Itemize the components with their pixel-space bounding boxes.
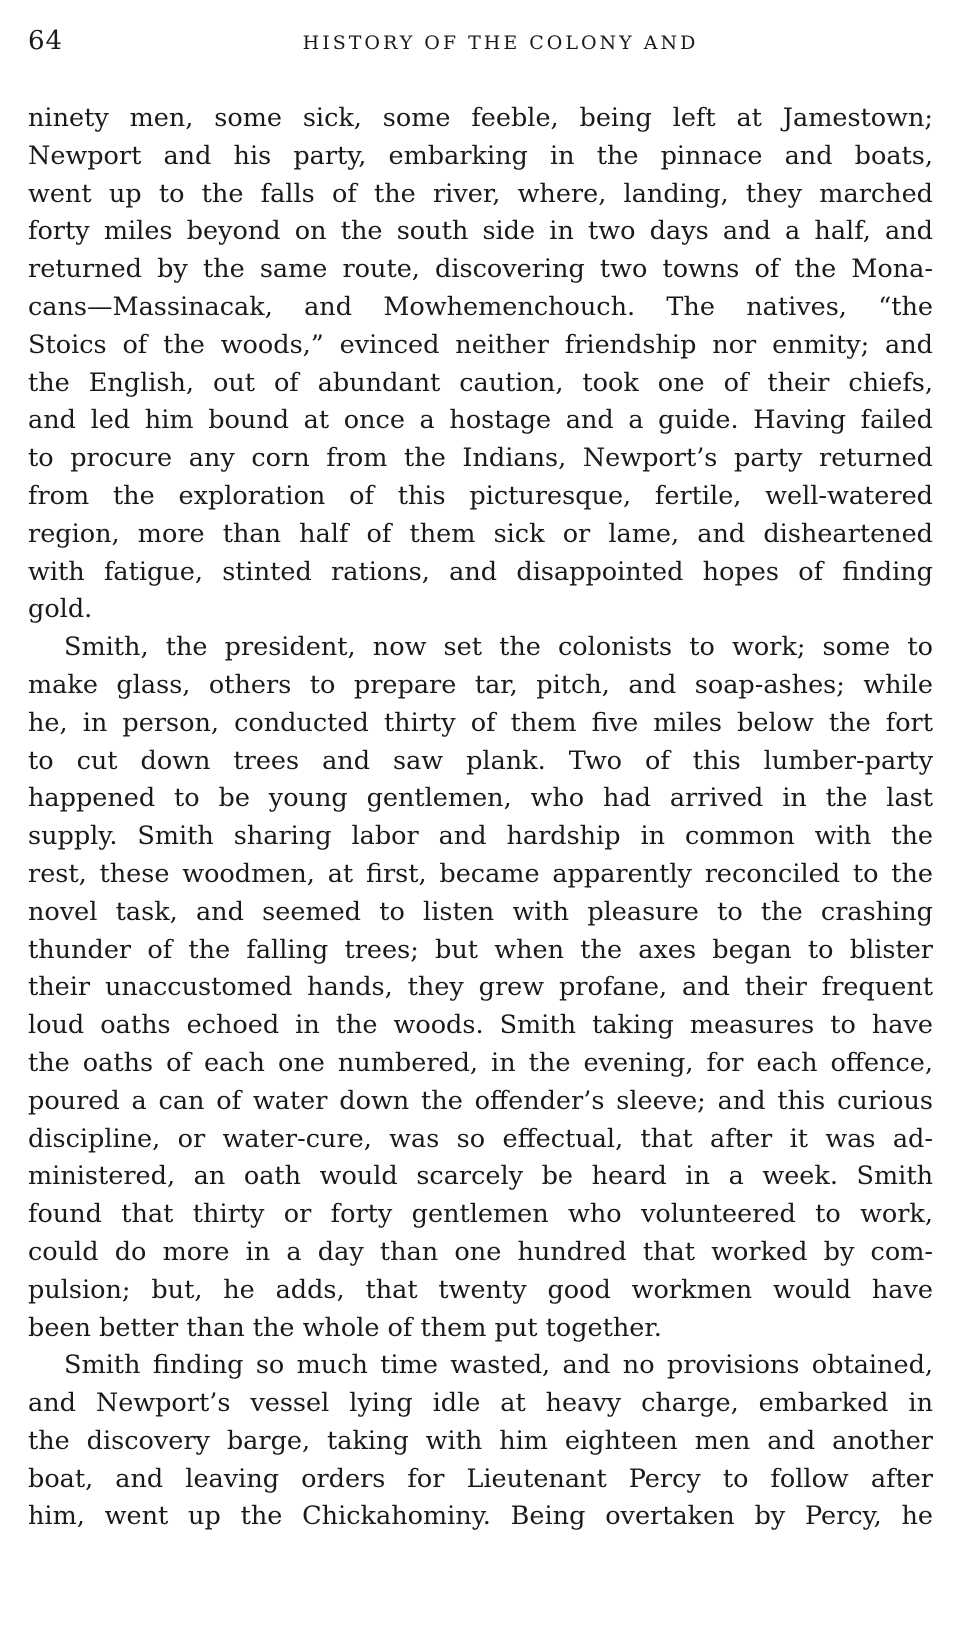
text-line: loud oaths echoed in the woods. Smith taking measures to have bbox=[28, 1010, 933, 1041]
text-line: Stoics of the woods,” evinced neither friendship nor enmity; and bbox=[28, 329, 933, 360]
text-line: ninety men, some sick, some feeble, being left at Jamestown; bbox=[28, 103, 933, 133]
text-line: with fatigue, stinted rations, and disappointed hopes of finding bbox=[28, 556, 933, 587]
text-line: forty miles beyond on the south side in two days and a half, and bbox=[28, 216, 933, 247]
text-line: supply. Smith sharing labor and hardship in common with the bbox=[28, 821, 933, 852]
text-line: their unaccustomed hands, they grew profane, and their frequent bbox=[28, 972, 933, 1003]
page-number: 64 bbox=[28, 26, 64, 56]
text-line: thunder of the falling trees; but when the axes began to blister bbox=[28, 934, 933, 965]
text-line: him, went up the Chickahominy. Being overtaken by Percy, he bbox=[28, 1501, 933, 1532]
text-line: and led him bound at once a hostage and a guide. Having failed bbox=[28, 405, 933, 436]
text-line: discipline, or water-cure, was so effectual, that after it was ad- bbox=[28, 1123, 933, 1154]
text-line: went up to the falls of the river, where, landing, they marched bbox=[28, 178, 933, 209]
text-line: been better than the whole of them put together. bbox=[28, 1312, 662, 1343]
page-header bbox=[28, 18, 933, 66]
text-line: poured a can of water down the offender’s sleeve; and this curious bbox=[28, 1085, 933, 1116]
text-line: gold. bbox=[28, 594, 93, 625]
body-text bbox=[28, 100, 933, 1536]
text-line: found that thirty or forty gentlemen who volunteered to work, bbox=[28, 1199, 933, 1230]
text-line: boat, and leaving orders for Lieutenant Percy to follow after bbox=[28, 1463, 933, 1494]
text-line: returned by the same route, discovering two towns of the Mona- bbox=[28, 254, 933, 285]
text-line: could do more in a day than one hundred that worked by com- bbox=[28, 1236, 933, 1267]
text-line: to cut down trees and saw plank. Two of this lumber-party bbox=[28, 745, 933, 776]
text-line: to procure any corn from the Indians, Newport’s party returned bbox=[28, 443, 933, 474]
text-line: Newport and his party, embarking in the pinnace and boats, bbox=[28, 140, 933, 171]
paragraph-start-line: Smith finding so much time wasted, and no provisions obtained, bbox=[64, 1350, 933, 1381]
paragraph-start-line: Smith, the president, now set the colonists to work; some to bbox=[64, 632, 933, 663]
text-line: cans—Massinacak, and Mowhemenchouch. The natives, “the bbox=[28, 291, 933, 322]
text-line: and Newport’s vessel lying idle at heavy charge, embarked in bbox=[28, 1388, 933, 1419]
text-line: he, in person, conducted thirty of them five miles below the fort bbox=[28, 707, 933, 738]
text-line: rest, these woodmen, at first, became apparently reconciled to the bbox=[28, 858, 933, 889]
text-line: pulsion; but, he adds, that twenty good workmen would have bbox=[28, 1274, 933, 1305]
text-line: novel task, and seemed to listen with pleasure to the crashing bbox=[28, 896, 933, 927]
text-line: region, more than half of them sick or lame, and disheartened bbox=[28, 518, 933, 549]
book-page bbox=[28, 18, 933, 1536]
running-head: HISTORY OF THE COLONY AND bbox=[302, 32, 699, 54]
text-line: the discovery barge, taking with him eighteen men and another bbox=[28, 1425, 933, 1456]
text-line: the oaths of each one numbered, in the evening, for each offence, bbox=[28, 1047, 933, 1078]
text-line: from the exploration of this picturesque, fertile, well-watered bbox=[28, 480, 933, 511]
text-line: happened to be young gentlemen, who had arrived in the last bbox=[28, 783, 933, 814]
text-line: the English, out of abundant caution, took one of their chiefs, bbox=[28, 367, 933, 398]
text-line: make glass, others to prepare tar, pitch, and soap-ashes; while bbox=[28, 669, 933, 700]
text-line: ministered, an oath would scarcely be heard in a week. Smith bbox=[28, 1161, 933, 1192]
